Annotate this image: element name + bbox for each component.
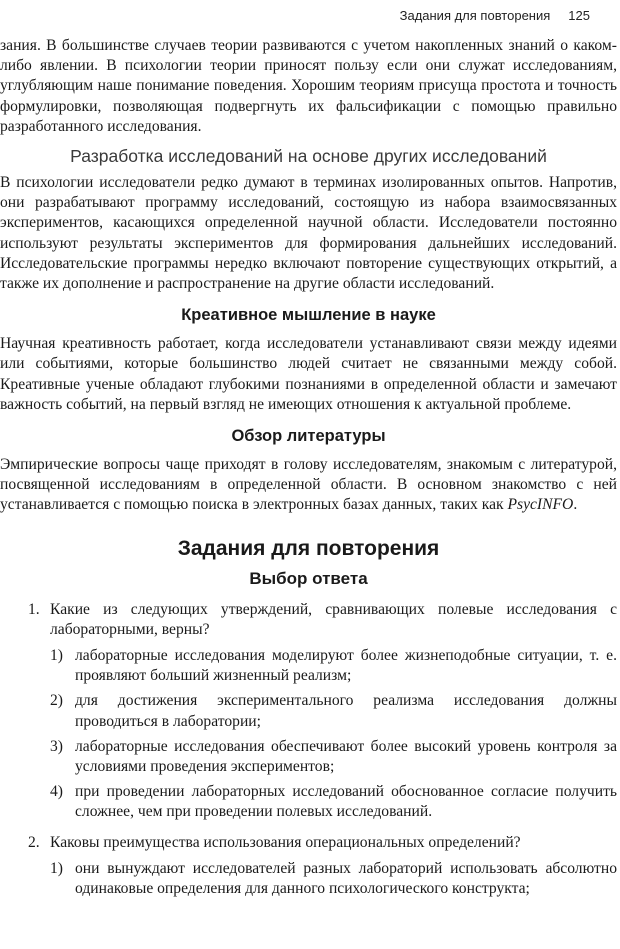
literature-review-text: Эмпирические вопросы чаще приходят в голову исследователям, знакомым с литературой, посвященной исследованиям в определенной области. В основном знакомство с ней устанавливается с помощью поиска в электронных базах данных, таких как <box>0 456 617 514</box>
option-text: они вынуждают исследователей разных лабораторий использовать абсолютно одинаковые определения для данного психологического конструкта; <box>75 859 617 898</box>
option-text: при проведении лабораторных исследований обоснованное согласие получить сложнее, чем при проведении полевых исследований. <box>75 783 617 821</box>
section-heading-literature-review: Обзор литературы <box>231 427 386 446</box>
question-text: Каковы преимущества использования операциональных определений? <box>50 833 521 851</box>
review-tasks-title: Задания для повторения <box>177 536 440 560</box>
option-text: лабораторные исследования моделируют более жизнеподобные ситуации, т. е. проявляют больший жизненный реализм; <box>75 647 617 685</box>
multiple-choice-subtitle: Выбор ответа <box>249 568 368 588</box>
section-heading-research-programs: Разработка исследований на основе других исследований <box>70 146 547 167</box>
option-number: 1) <box>50 647 63 665</box>
running-header-title: Задания для повторения <box>399 8 551 23</box>
research-programs-paragraph: В психологии исследователи редко думают в терминах изолированных опытов. Напротив, они разрабатывают программу исследований, состоящую из набора взаимосвязанных экспериментов, касающихся определенной научной области. Исследователи постоянно используют результаты экспериментов для формирования дальнейших исследований. Исследовательские программы нередко включают повторение существующих открытий, а также их дополнение и распространение на другие области исследований. <box>0 174 617 293</box>
page-number: 125 <box>568 8 590 23</box>
option-text: лабораторные исследования обеспечивают более высокий уровень контроля за условиями проведения экспериментов; <box>75 737 617 776</box>
question-number: 2. <box>28 833 40 851</box>
literature-review-paragraph <box>0 455 617 516</box>
question-text: Какие из следующих утверждений, сравнивающих полевые исследования с лабораторными, верны? <box>50 600 617 638</box>
option-number: 3) <box>50 737 63 755</box>
creative-thinking-paragraph: Научная креативность работает, когда исследователи устанавливают связи между идеями или событиями, которые большинство людей считает не связанными между собой. Креативные ученые обладают глубокими познаниями в определенной области и замечают важность событий, на первый взгляд не имеющих отношения к актуальной проблеме. <box>0 335 617 413</box>
page-content <box>0 36 617 904</box>
running-header <box>400 8 590 23</box>
option-text: для достижения экспериментального реализма исследования должны проводиться в лаборатории; <box>75 692 617 730</box>
question-item <box>0 600 617 640</box>
answer-option <box>0 859 617 899</box>
answer-option <box>0 782 617 822</box>
intro-paragraph: зания. В большинстве случаев теории развиваются с учетом накопленных знаний о каком-либо явлении. В психологии теории приносят пользу если они служат исследованиям, углубляющим наше понимание поведения. Хорошим теориям присуща простота и точность формулировки, позволяющая подвергнуть их фальсификации с помощью правильно разработанного исследования. <box>0 37 617 135</box>
section-heading-creative-thinking: Креативное мышление в науке <box>181 306 436 325</box>
question-number: 1. <box>28 600 40 618</box>
literature-review-end: . <box>573 496 578 514</box>
database-name: PsycINFO <box>507 496 574 514</box>
answer-option <box>0 691 617 731</box>
option-number: 2) <box>50 692 63 710</box>
answer-option <box>0 646 617 686</box>
option-number: 1) <box>50 859 63 877</box>
question-item <box>0 833 617 853</box>
option-number: 4) <box>50 783 63 801</box>
answer-option <box>0 737 617 777</box>
